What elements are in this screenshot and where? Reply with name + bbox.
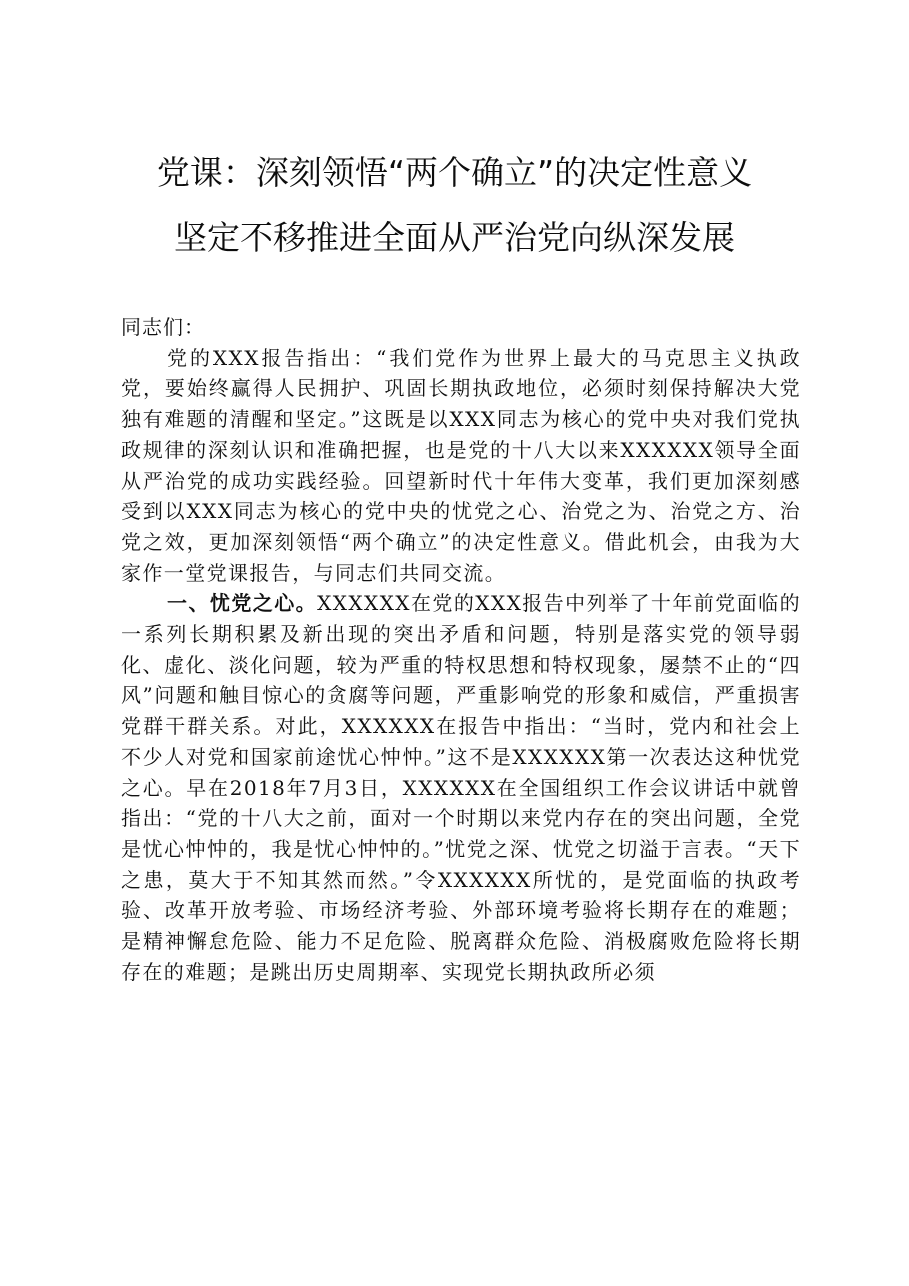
- greeting: 同志们：: [121, 315, 205, 339]
- section-body-text: XXXXXX在党的XXX报告中列举了十年前党面临的一系列长期积累及新出现的突出矛盾和问题，特别是落实党的领导弱化、虚化、淡化问题，较为严重的特权思想和特权现象，屡禁不止的“四风”问题和触目惊心的贪腐等问题，严重影响党的形象和威信，严重损害党群干群关系。对此，XXXXXX在报告中指出：“当时，党内和社会上不少人对党和国家前途忧心忡忡。”这不是XXXXXX第一次表达这种忧党之心。早在2018年7月3日，XXXXXX在全国组织工作会议讲话中就曾指出：“党的十八大之前，面对一个时期以来党内存在的突出问题，全党是忧心忡忡的，我是忧心忡忡的。”忧党之深、忧党之切溢于言表。“天下之患，莫大于不知其然而然。”令XXXXXX所忧的，是党面临的执政考验、改革开放考验、市场经济考验、外部环境考验将长期存在的难题；是精神懈怠危险、能力不足危险、脱离群众危险、消极腐败危险将长期存在的难题；是跳出历史周期率、实现党长期执政所必须: [121, 591, 801, 984]
- title-line-1: 党课：深刻领悟“两个确立”的决定性意义: [156, 153, 753, 192]
- title-line-2: 坚定不移推进全面从严治党向纵深发展: [174, 218, 735, 257]
- document-body: [121, 312, 801, 987]
- paragraph-section-1: [121, 588, 801, 987]
- section-heading: 一、忧党之心。: [167, 591, 318, 616]
- document-title: [0, 153, 909, 257]
- paragraph-intro: 党的XXX报告指出：“我们党作为世界上最大的马克思主义执政党，要始终赢得人民拥护、巩固长期执政地位，必须时刻保持解决大党独有难题的清醒和坚定。”这既是以XXX同志为核心的党中央对我们党执政规律的深刻认识和准确把握，也是党的十八大以来XXXXXX领导全面从严治党的成功实践经验。回望新时代十年伟大变革，我们更加深刻感受到以XXX同志为核心的党中央的忧党之心、治党之为、治党之方、治党之效，更加深刻领悟“两个确立”的决定性意义。借此机会，由我为大家作一堂党课报告，与同志们共同交流。: [121, 345, 801, 585]
